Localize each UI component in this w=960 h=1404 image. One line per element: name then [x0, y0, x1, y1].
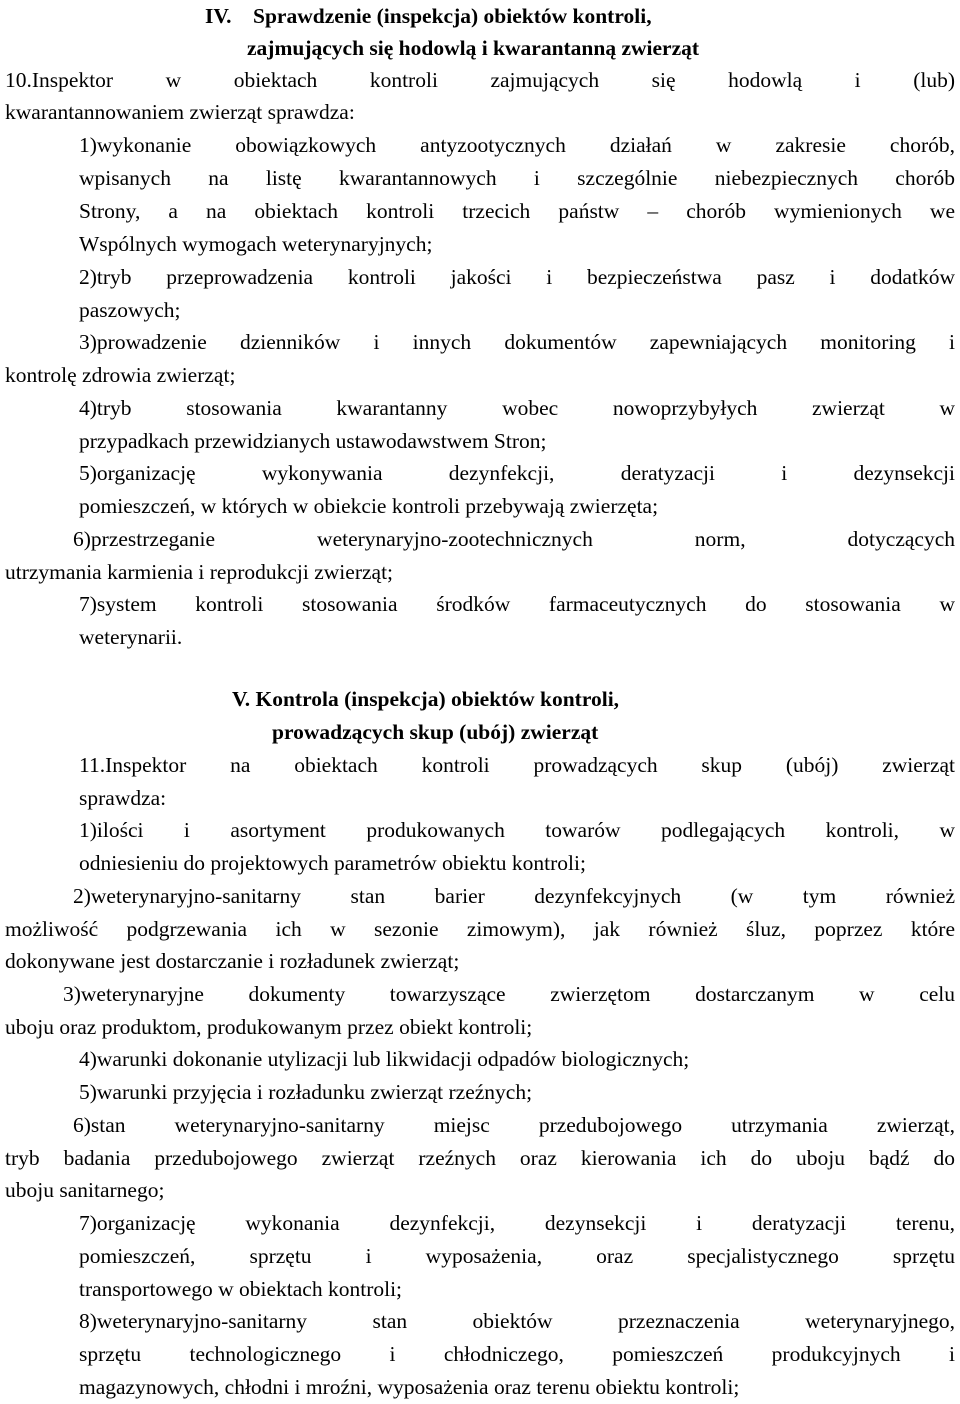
text-line: kontrolę zdrowia zwierząt; — [5, 363, 236, 387]
text-line: przypadkach przewidzianych ustawodawstwem Stron; — [79, 429, 547, 453]
section-heading-line: IV. Sprawdzenie (inspekcja) obiektów kontroli, — [205, 4, 652, 28]
text-line: sprawdza: — [79, 786, 167, 810]
text-line: Wspólnych wymogach weterynaryjnych; — [79, 232, 433, 256]
text-line: weterynarii. — [79, 625, 183, 649]
text-line: 7)organizację wykonania dezynfekcji, dezynsekcji i deratyzacji terenu, — [79, 1211, 955, 1235]
text-line: paszowych; — [79, 298, 181, 322]
text-line: pomieszczeń, sprzętu i wyposażenia, oraz specjalistycznego sprzętu — [79, 1244, 955, 1268]
text-line: uboju oraz produktom, produkowanym przez obiekt kontroli; — [5, 1015, 533, 1039]
text-line: sprzętu technologicznego i chłodniczego, pomieszczeń produkcyjnych i — [79, 1342, 955, 1366]
text-line: utrzymania karmienia i reprodukcji zwierząt; — [5, 560, 394, 584]
text-line: 6)stan weterynaryjno-sanitarny miejsc przedubojowego utrzymania zwierząt, — [73, 1113, 955, 1137]
text-line: wpisanych na listę kwarantannowych i szczególnie niebezpiecznych chorób — [79, 166, 955, 190]
text-line: 1)wykonanie obowiązkowych antyzootycznych działań w zakresie chorób, — [79, 133, 955, 157]
text-line: dokonywane jest dostarczanie i rozładunek zwierząt; — [5, 949, 460, 973]
text-line: 10.Inspektor w obiektach kontroli zajmujących się hodowlą i (lub) — [5, 68, 955, 92]
section-heading-line: prowadzących skup (ubój) zwierząt — [272, 720, 599, 744]
text-line: uboju sanitarnego; — [5, 1178, 165, 1202]
text-line: 7)system kontroli stosowania środków farmaceutycznych do stosowania w — [79, 592, 955, 616]
text-line: 6)przestrzeganie weterynaryjno-zootechnicznych norm, dotyczących — [73, 527, 955, 551]
text-line: możliwość podgrzewania ich w sezonie zimowym), jak również śluz, poprzez które — [5, 917, 955, 941]
text-line: 2)tryb przeprowadzenia kontroli jakości i bezpieczeństwa pasz i dodatków — [79, 265, 955, 289]
text-line: 5)organizację wykonywania dezynfekcji, deratyzacji i dezynsekcji — [79, 461, 955, 485]
text-line: 8)weterynaryjno-sanitarny stan obiektów przeznaczenia weterynaryjnego, — [79, 1309, 955, 1333]
text-line: kwarantannowaniem zwierząt sprawdza: — [5, 100, 355, 124]
text-line: 11.Inspektor na obiektach kontroli prowadzących skup (ubój) zwierząt — [79, 753, 955, 777]
text-line: 3)weterynaryjne dokumenty towarzyszące zwierzętom dostarczanym w celu — [63, 982, 955, 1006]
section-heading-line: zajmujących się hodowlą i kwarantanną zwierząt — [247, 36, 700, 60]
text-line: 3)prowadzenie dzienników i innych dokumentów zapewniających monitoring i — [79, 330, 955, 354]
text-line: 5)warunki przyjęcia i rozładunku zwierząt rzeźnych; — [79, 1080, 533, 1104]
text-line: Strony, a na obiektach kontroli trzecich państw – chorób wymienionych we — [79, 199, 955, 223]
text-line: 4)warunki dokonanie utylizacji lub likwidacji odpadów biologicznych; — [79, 1047, 690, 1071]
text-line: odniesieniu do projektowych parametrów obiektu kontroli; — [79, 851, 586, 875]
section-heading-line: V. Kontrola (inspekcja) obiektów kontroli, — [232, 687, 620, 711]
text-line: tryb badania przedubojowego zwierząt rzeźnych oraz kierowania ich do uboju bądź do — [5, 1146, 955, 1170]
text-line: 4)tryb stosowania kwarantanny wobec nowoprzybyłych zwierząt w — [79, 396, 955, 420]
text-line: 1)ilości i asortyment produkowanych towarów podlegających kontroli, w — [79, 818, 955, 842]
text-line: 2)weterynaryjno-sanitarny stan barier dezynfekcyjnych (w tym również — [73, 884, 955, 908]
text-line: transportowego w obiektach kontroli; — [79, 1277, 403, 1301]
text-line: magazynowych, chłodni i mroźni, wyposażenia oraz terenu obiektu kontroli; — [79, 1375, 740, 1399]
text-line: pomieszczeń, w których w obiekcie kontroli przebywają zwierzęta; — [79, 494, 659, 518]
